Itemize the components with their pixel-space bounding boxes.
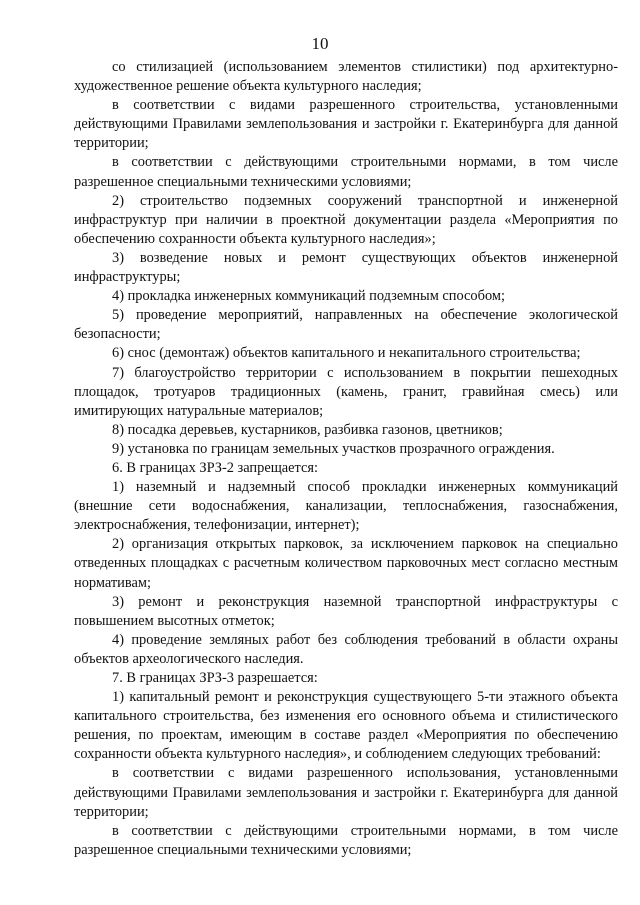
- paragraph-building-norms: в соответствии с действующими строительными нормами, в том числе разрешенное специальными техническими условиями;: [74, 822, 618, 858]
- page-number: 10: [311, 34, 329, 53]
- paragraph-building-norms: в соответствии с действующими строительными нормами, в том числе разрешенное специальными техническими условиями;: [74, 154, 618, 190]
- list-item-1: 1) наземный и надземный способ прокладки инженерных коммуникаций (внешние сети водоснабжения, канализации, теплоснабжения, газоснабжения, электроснабжения, телефонизации, интернет);: [74, 479, 618, 534]
- section-heading-6: 6. В границах ЗРЗ-2 запрещается:: [112, 459, 319, 476]
- paragraph-stylization: со стилизацией (использованием элементов стилистики) под архитектурно-художественное решение объекта культурного наследия;: [74, 59, 618, 95]
- paragraph-permitted-use: в соответствии с видами разрешенного строительства, установленными действующими Правилами землепользования и застройки г. Екатеринбурга для данной территории;: [74, 97, 618, 152]
- list-item-2: 2) строительство подземных сооружений транспортной и инженерной инфраструктур при наличии в проектной документации раздела «Мероприятия по обеспечению сохранности объекта культурного наследия»;: [74, 192, 618, 247]
- list-item-4: 4) прокладка инженерных коммуникаций подземным способом;: [112, 288, 505, 305]
- section-heading-7: 7. В границах ЗРЗ-3 разрешается:: [112, 670, 318, 686]
- list-item-3: 3) возведение новых и ремонт существующих объектов инженерной инфраструктуры;: [74, 249, 618, 286]
- list-item-1: 1) капитальный ремонт и реконструкция существующего 5-ти этажного объекта капитального строительства, без изменения его основного объема и стилистического решения, по проектам, имеющим в составе раздел «Мероприятия по обеспечению сохранности объекта культурного наследия», и соблюдением следующих требований:: [74, 689, 618, 763]
- document-body: [74, 58, 618, 860]
- paragraph-permitted-use: в соответствии с видами разрешенного использования, установленными действующими Правилами землепользования и застройки г. Екатеринбурга для данной территории;: [74, 765, 618, 820]
- list-item-5: 5) проведение мероприятий, направленных на обеспечение экологической безопасности;: [74, 307, 618, 343]
- list-item-9: 9) установка по границам земельных участков прозрачного ограждения.: [112, 440, 555, 457]
- list-item-4: 4) проведение земляных работ без соблюдения требований в области охраны объектов археологического наследия.: [74, 631, 618, 667]
- list-item-2: 2) организация открытых парковок, за исключением парковок на специально отведенных площадках с расчетным количеством парковочных мест согласно местным нормативам;: [74, 536, 618, 591]
- list-item-3: 3) ремонт и реконструкция наземной транспортной инфраструктуры с повышением высотных отметок;: [74, 593, 618, 629]
- list-item-8: 8) посадка деревьев, кустарников, разбивка газонов, цветников;: [112, 421, 503, 438]
- list-item-6: 6) снос (демонтаж) объектов капитального и некапитального строительства;: [112, 345, 581, 362]
- list-item-7: 7) благоустройство территории с использованием в покрытии пешеходных площадок, тротуаров традиционных (камень, гранит, гравийная смесь) или имитирующих натуральные материалов;: [74, 364, 618, 419]
